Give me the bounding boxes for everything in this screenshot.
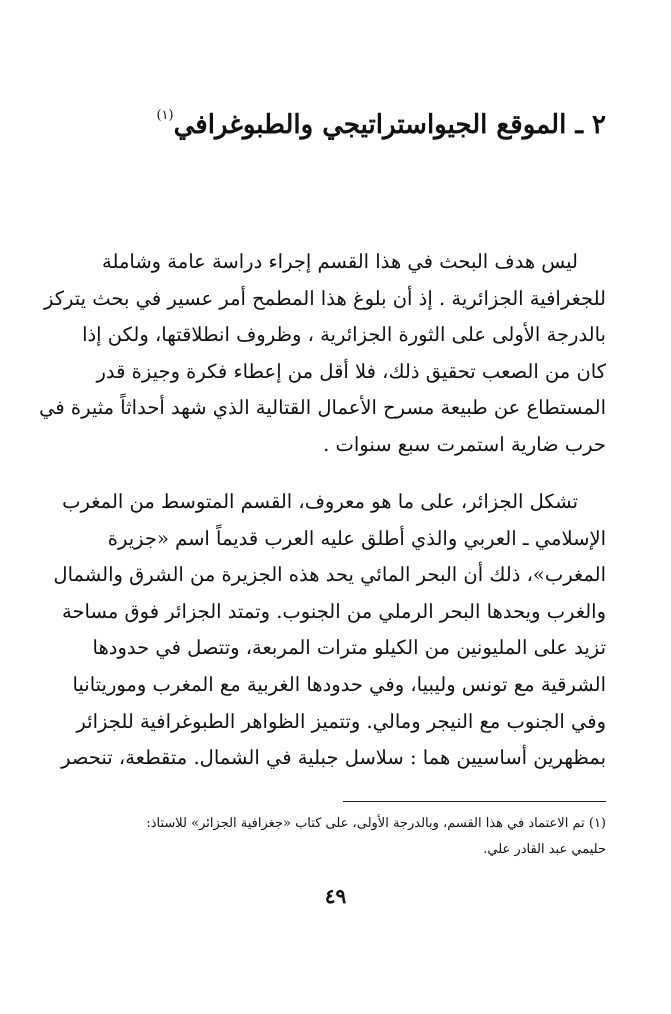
paragraph-line: الإسلامي ـ العربي والذي أطلق عليه العرب قديماً اسم «جزيرة bbox=[107, 526, 606, 550]
paragraph-line: كان من الصعب تحقيق ذلك، فلا أقل من إعطاء فكرة وجيزة قدر bbox=[96, 359, 606, 383]
footnote-line: حليمي عبد القادر علي. bbox=[483, 842, 606, 857]
paragraph-line: تشكل الجزائر، على ما هو معروف، القسم المتوسط من المغرب bbox=[62, 490, 578, 513]
paragraph-line: للجغرافية الجزائرية . إذ أن بلوغ هذا المطمح أمر عسير في بحث يتركز bbox=[43, 286, 606, 310]
page-number: ٤٩ bbox=[324, 884, 347, 908]
paragraph-line: حرب ضارية استمرت سبع سنوات . bbox=[323, 432, 606, 456]
paragraph-line: المغرب»، ذلك أن البحر المائي يحد هذه الجزيرة من الشرق والشمال bbox=[53, 563, 606, 587]
footnote bbox=[64, 811, 606, 863]
paragraph-line: ليس هدف البحث في هذا القسم إجراء دراسة عامة وشاملة bbox=[102, 250, 578, 273]
footnote-line: (١) تم الاعتماد في هذا القسم، وبالدرجة الأولى، على كتاب «جغرافية الجزائر» للاستاذ: bbox=[146, 816, 606, 831]
section-heading-text: ٢ ـ الموقع الجيواستراتيجي والطبوغرافي bbox=[173, 110, 606, 140]
paragraph-1 bbox=[39, 244, 606, 464]
paragraph-line: والغرب ويحدها البحر الرملي من الجنوب. وتمتد الجزائر فوق مساحة bbox=[62, 599, 606, 623]
paragraph-line: الشرقية مع تونس وليبيا، وفي حدودها الغربية مع المغرب وموريتانيا bbox=[72, 672, 606, 696]
heading-footnote-marker: (١) bbox=[156, 108, 174, 123]
paragraph-2 bbox=[53, 484, 606, 777]
paragraph-line: المستطاع عن طبيعة مسرح الأعمال القتالية الذي شهد أحداثاً مثيرة في bbox=[39, 396, 606, 420]
paragraph-line: تزيد على المليونين من الكيلو مترات المربعة، وتتصل في حدودها bbox=[92, 636, 606, 660]
paragraph-line: وفي الجنوب مع النيجر ومالي. وتتميز الظواهر الطبوغرافية للجزائر bbox=[76, 709, 606, 733]
paragraph-line: بمظهرين أساسيين هما : سلاسل جبلية في الشمال. متقطعة، تنحصر bbox=[61, 746, 606, 770]
footnote-divider bbox=[343, 801, 606, 802]
section-heading bbox=[60, 96, 606, 145]
paragraph-line: بالدرجة الأولى على الثورة الجزائرية ، وظروف انطلاقتها، ولكن إذا bbox=[82, 323, 606, 347]
